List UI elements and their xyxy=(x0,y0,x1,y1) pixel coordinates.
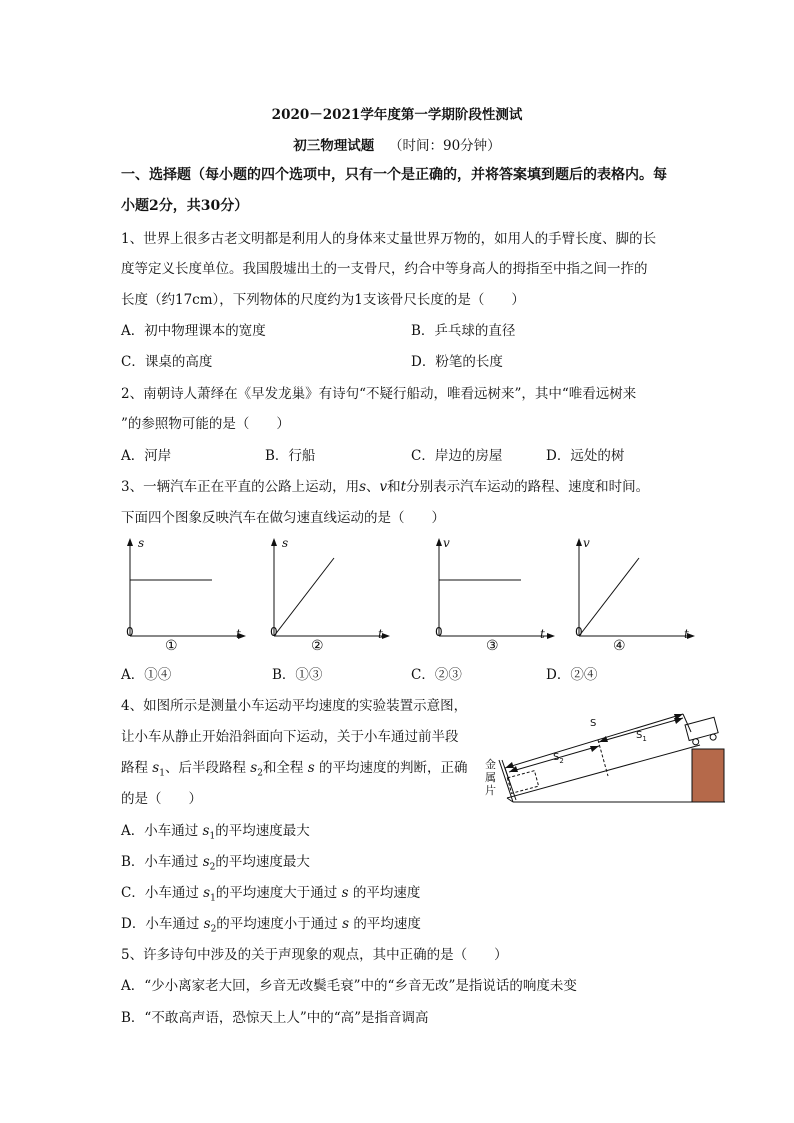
graph-1-number: ① xyxy=(165,638,178,654)
q5-option-b: B．“不敢高声语，恐惊天上人”中的“高”是指音调高 xyxy=(121,1010,429,1026)
q4d-sub: 2 xyxy=(210,924,217,935)
metal-plate-label xyxy=(485,758,496,797)
graph-1-origin: 0 xyxy=(126,625,134,639)
q2-option-b: B．行船 xyxy=(265,448,316,464)
fig-s1-sub: 1 xyxy=(642,735,647,743)
q4-line1: 4、如图所示是测量小车运动平均速度的实验装置示意图， xyxy=(121,698,468,714)
q4a-pre: A．小车通过 xyxy=(121,823,203,839)
q4-s2: s xyxy=(250,760,258,776)
fig-s2-sub: 2 xyxy=(559,757,564,765)
cart-icon xyxy=(685,717,720,746)
q4-option-c xyxy=(121,884,420,908)
q4-line4: 的是（ ） xyxy=(121,791,202,807)
q4-s: s xyxy=(307,760,315,776)
exam-time: （时间：90分钟） xyxy=(389,138,501,154)
q2-line2: ”的参照物可能的是（ ） xyxy=(121,416,290,432)
support-block xyxy=(692,749,724,802)
q3-var-s: s xyxy=(359,479,367,495)
exam-subtitle xyxy=(0,134,794,154)
q4-s1: s xyxy=(152,760,160,776)
q4-incline-figure xyxy=(485,700,735,810)
q4-s2-sub: 2 xyxy=(257,768,263,779)
metal-char-2: 属 xyxy=(485,771,496,784)
q2-option-c: C．岸边的房屋 xyxy=(411,448,503,464)
q4-l3-c: 和全程 xyxy=(262,760,308,776)
q1-line2: 度等定义长度单位。我国殷墟出土的一支骨尺，约合中等身高人的拇指至中指之间一拃的 xyxy=(121,261,648,277)
subject-title: 初三物理试题 xyxy=(293,138,375,154)
q4d-pre: D．小车通过 xyxy=(121,916,204,932)
q4a-sub: 1 xyxy=(209,831,216,842)
graph-1-xlabel: t xyxy=(236,627,241,641)
q4c-s2: s xyxy=(341,885,349,901)
q3-var-t: t xyxy=(400,479,407,495)
graph-3-xlabel: t xyxy=(540,627,545,641)
q3-line1-b: 和 xyxy=(387,479,401,495)
metal-char-1: 金 xyxy=(485,758,496,771)
q3-graph-2 xyxy=(262,536,392,661)
q3-sep: 、 xyxy=(366,479,380,495)
section-heading-line2: 小题2分，共30分） xyxy=(121,198,249,214)
q4d-s: s xyxy=(203,916,211,932)
q3-option-d: D．②④ xyxy=(546,667,598,683)
exam-title: 2020－2021学年度第一学期阶段性测试 xyxy=(271,107,523,123)
q3-line2: 下面四个图象反映汽车在做匀速直线运动的是（ ） xyxy=(121,510,445,526)
q4-option-d xyxy=(121,915,421,939)
q4c-post: 的平均速度 xyxy=(348,885,421,901)
q4d-mid: 的平均速度小于通过 xyxy=(216,916,343,932)
q4c-mid: 的平均速度大于通过 xyxy=(215,885,342,901)
q2-option-d: D．远处的树 xyxy=(546,448,625,464)
fig-s1: S xyxy=(636,730,643,741)
q2-line1: 2、南朝诗人萧绎在《早发龙巢》有诗句“不疑行船动，唯看远树来”，其中“唯看远树来 xyxy=(121,386,637,402)
q4c-pre: C．小车通过 xyxy=(121,885,204,901)
figure-label-s2 xyxy=(553,752,564,765)
q4-l3-a: 路程 xyxy=(121,760,153,776)
q4b-s: s xyxy=(202,854,210,870)
q3-var-v: v xyxy=(379,479,388,495)
q5-line1: 5、许多诗句中涉及的关于声现象的观点，其中正确的是（ ） xyxy=(121,947,508,963)
graph-4-line xyxy=(579,558,639,636)
section-heading-line1: 一、选择题（每小题的四个选项中，只有一个是正确的，并将答案填到题后的表格内。每 xyxy=(121,167,667,183)
q4-line2: 让小车从静止开始沿斜面向下运动，关于小车通过前半段 xyxy=(121,729,459,745)
graph-4-xlabel: t xyxy=(684,627,689,641)
metal-char-3: 片 xyxy=(485,784,496,797)
graph-4-origin: 0 xyxy=(575,625,583,639)
q1-line1: 1、世界上很多古老文明都是利用人的身体来丈量世界万物的，如用人的手臂长度、脚的长 xyxy=(121,231,657,247)
q2-option-a: A．河岸 xyxy=(121,448,172,464)
graph-4-number: ④ xyxy=(613,638,626,654)
q4b-sub: 2 xyxy=(209,862,216,873)
graph-1-ylabel: s xyxy=(138,536,145,550)
graph-3-ylabel: v xyxy=(443,536,450,550)
graph-2-xlabel: t xyxy=(378,627,383,641)
q4-line3 xyxy=(121,759,467,783)
figure-label-s: S xyxy=(590,718,597,729)
q1-option-a: A．初中物理课本的宽度 xyxy=(121,323,266,339)
graph-2-line xyxy=(274,558,334,636)
q4d-post: 的平均速度 xyxy=(349,916,421,932)
q3-option-c: C．②③ xyxy=(411,667,462,683)
q4b-pre: B．小车通过 xyxy=(121,854,203,870)
graph-3-origin: 0 xyxy=(435,625,443,639)
q1-option-b: B．乒乓球的直径 xyxy=(411,323,516,339)
graph-2-number: ② xyxy=(311,638,324,654)
graph-4-ylabel: v xyxy=(583,536,590,550)
q4-l3-b: 、后半段路程 xyxy=(164,760,251,776)
q3-option-a: A．①④ xyxy=(121,667,172,683)
graph-2-ylabel: s xyxy=(282,536,289,550)
graph-2-origin: 0 xyxy=(270,625,278,639)
q5-option-a: A．“少小离家老大回，乡音无改鬓毛衰”中的“乡音无改”是指说话的响度未变 xyxy=(121,978,577,994)
q3-graph-4 xyxy=(567,536,697,661)
q3-option-b: B．①③ xyxy=(272,667,323,683)
q1-option-d: D．粉笔的长度 xyxy=(411,354,503,370)
q4b-post: 的平均速度最大 xyxy=(215,854,310,870)
figure-label-s1 xyxy=(636,730,647,743)
q4-s1-sub: 1 xyxy=(159,768,165,779)
q4c-sub: 1 xyxy=(210,893,216,904)
q3-line1 xyxy=(121,478,649,496)
graph-3-number: ③ xyxy=(486,638,499,654)
q4d-s2: s xyxy=(342,916,350,932)
q3-graph-1 xyxy=(118,536,248,661)
q4a-post: 的平均速度最大 xyxy=(215,823,310,839)
q4-option-b xyxy=(121,853,310,877)
q4-option-a xyxy=(121,822,310,846)
q3-line1-a: 3、一辆汽车正在平直的公路上运动，用 xyxy=(121,479,360,495)
q3-line1-c: 分别表示汽车运动的路程、速度和时间。 xyxy=(406,479,650,495)
q1-line3: 长度（约17cm），下列物体的尺度约为1支该骨尺长度的是（ ） xyxy=(121,292,525,308)
q4-l3-d: 的平均速度的判断，正确 xyxy=(314,760,468,776)
q4a-s: s xyxy=(202,823,210,839)
fig-s2: S xyxy=(553,752,560,763)
q1-option-c: C．课桌的高度 xyxy=(121,354,213,370)
q4c-s: s xyxy=(203,885,211,901)
